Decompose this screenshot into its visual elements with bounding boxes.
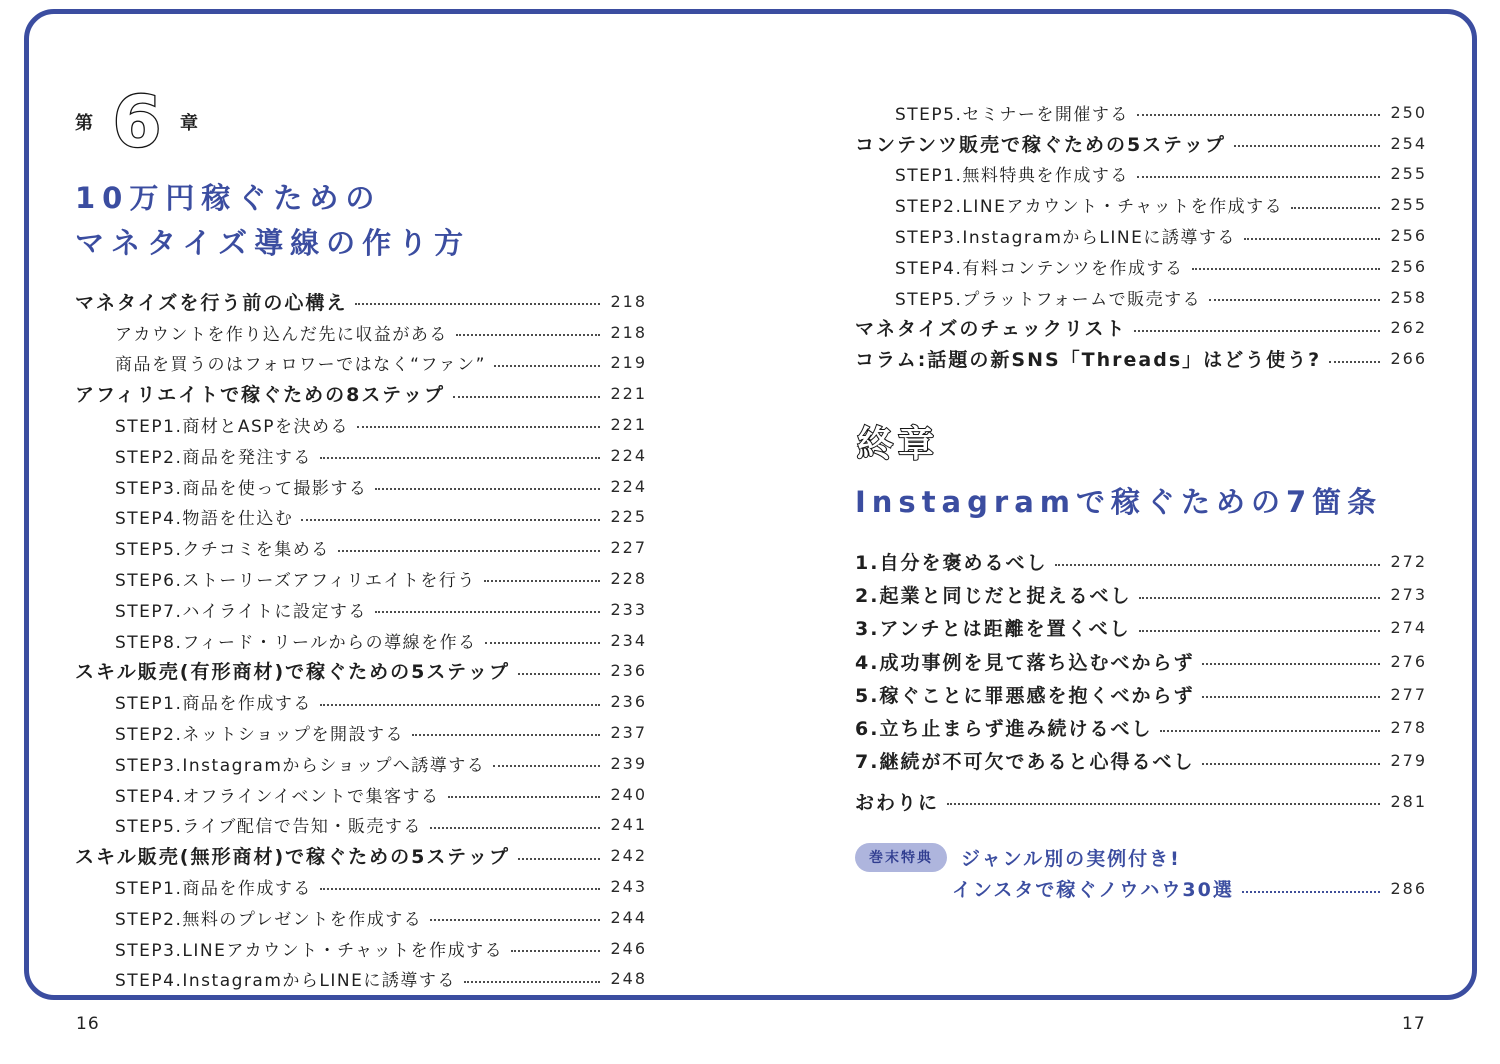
toc-entry-label: コンテンツ販売で稼ぐための5ステップ	[855, 133, 1226, 156]
chapter-number: 6	[112, 82, 162, 162]
dot-leader	[518, 858, 600, 860]
final-chapter-section	[855, 420, 1427, 777]
chapter-number-outline	[106, 82, 168, 162]
dot-leader	[1202, 696, 1380, 698]
dot-leader	[375, 488, 600, 490]
toc-entry	[75, 532, 647, 563]
toc-entry-label: 5.稼ぐことに罪悪感を抱くべからず	[855, 684, 1195, 707]
toc-page-number: 276	[1390, 651, 1427, 671]
final-chapter-label-outline	[855, 420, 995, 466]
right-toc-list	[855, 97, 1427, 374]
toc-page-number: 272	[1390, 552, 1427, 572]
appendix-page-number: 286	[1390, 879, 1427, 898]
dot-leader	[1055, 564, 1380, 566]
toc-entry	[75, 809, 647, 840]
owarini-section	[855, 786, 1427, 817]
toc-page-number: 244	[610, 907, 647, 927]
dot-leader	[355, 303, 600, 305]
toc-entry	[75, 933, 647, 964]
toc-entry	[855, 343, 1427, 374]
toc-entry-label: 3.アンチとは距離を置くべし	[855, 618, 1131, 641]
toc-entry	[75, 501, 647, 532]
dot-leader	[320, 704, 601, 706]
toc-entry-label: STEP3.LINEアカウント・チャットを作成する	[115, 940, 504, 961]
toc-page-number: 256	[1390, 226, 1427, 246]
dot-leader	[1137, 176, 1381, 178]
chapter-heading	[75, 82, 647, 162]
appendix-line1-text: ジャンル別の実例付き!	[961, 848, 1181, 870]
chapter-title	[75, 176, 647, 266]
dot-leader	[338, 550, 601, 552]
toc-entry-label: STEP3.InstagramからLINEに誘導する	[895, 228, 1236, 249]
toc-entry	[75, 440, 647, 471]
toc-page-number: 241	[610, 815, 647, 835]
toc-page-number: 243	[610, 876, 647, 896]
toc-page-number: 236	[610, 692, 647, 712]
toc-entry	[75, 840, 647, 871]
toc-page-number: 239	[610, 753, 647, 773]
dot-leader	[320, 457, 601, 459]
toc-page-number: 225	[610, 507, 647, 527]
toc-page-number: 258	[1390, 287, 1427, 307]
left-folio-page-number: 16	[76, 1014, 100, 1034]
toc-page-number: 242	[610, 846, 647, 866]
dot-leader	[357, 426, 600, 428]
left-page-column	[75, 82, 647, 994]
toc-entry-label: STEP5.セミナーを開催する	[895, 104, 1129, 125]
dot-leader	[430, 919, 600, 921]
dot-leader	[493, 765, 600, 767]
dot-leader	[1139, 597, 1380, 599]
toc-entry-label: STEP3.商品を使って撮影する	[115, 478, 368, 499]
toc-entry	[855, 313, 1427, 344]
toc-page-number: 256	[1390, 256, 1427, 276]
dot-leader	[484, 580, 601, 582]
toc-entry-label: 2.起業と同じだと捉えるべし	[855, 585, 1132, 608]
toc-page-number: 266	[1390, 349, 1427, 369]
owarini-page-number: 281	[1390, 791, 1427, 811]
toc-entry	[75, 686, 647, 717]
toc-page-number: 236	[610, 661, 647, 681]
toc-entry-label: STEP6.ストーリーズアフィリエイトを行う	[115, 570, 476, 591]
toc-entry-label: STEP2.商品を発注する	[115, 447, 312, 468]
toc-entry-label: 6.立ち止まらず進み続けるべし	[855, 718, 1153, 741]
toc-page-number: 254	[1390, 133, 1427, 153]
dot-leader	[1202, 663, 1380, 665]
final-chapter-label: 終章	[857, 424, 940, 465]
dot-leader	[1209, 299, 1380, 301]
toc-entry	[855, 744, 1427, 777]
toc-entry	[75, 655, 647, 686]
dot-leader	[1242, 891, 1381, 893]
toc-entry	[75, 779, 647, 810]
toc-entry-label: アフィリエイトで稼ぐための8ステップ	[75, 384, 445, 407]
appendix-badge: 巻末特典	[855, 843, 947, 872]
toc-entry-label: STEP2.ネットショップを開設する	[115, 724, 405, 745]
dot-leader	[1202, 763, 1380, 765]
toc-entry-label: マネタイズを行う前の心構え	[75, 291, 348, 314]
toc-entry-label: 4.成功事例を見て落ち込むべからず	[855, 651, 1195, 674]
toc-entry-label: STEP1.商品を作成する	[115, 878, 312, 899]
dot-leader	[375, 611, 601, 613]
appendix-line2-text: インスタで稼ぐノウハウ30選	[952, 879, 1234, 901]
toc-page-number: 228	[610, 568, 647, 588]
toc-entry	[75, 902, 647, 933]
toc-entry-label: STEP4.オフラインイベントで集客する	[115, 786, 440, 807]
toc-entry	[855, 282, 1427, 313]
final-chapter-title: Instagramで稼ぐための7箇条	[855, 485, 1383, 519]
dot-leader	[1291, 207, 1380, 209]
appendix-line2	[952, 873, 1427, 904]
toc-entry	[855, 159, 1427, 190]
dot-leader	[456, 334, 601, 336]
dot-leader	[1192, 268, 1381, 270]
appendix-line1	[855, 842, 1427, 873]
dot-leader	[464, 981, 601, 983]
toc-entry	[75, 409, 647, 440]
toc-entry	[855, 545, 1427, 578]
toc-page-number: 255	[1390, 195, 1427, 215]
toc-page-number: 221	[610, 384, 647, 404]
dot-leader	[494, 365, 601, 367]
dot-leader	[453, 396, 601, 398]
appendix-section	[855, 842, 1427, 904]
toc-entry-label: コラム:話題の新SNS「Threads」はどう使う?	[855, 349, 1322, 372]
dot-leader	[485, 642, 601, 644]
toc-entry	[75, 748, 647, 779]
toc-entry	[75, 625, 647, 656]
toc-page-number: 277	[1390, 684, 1427, 704]
toc-entry	[75, 563, 647, 594]
toc-page-number: 218	[610, 291, 647, 311]
dot-leader	[1160, 730, 1380, 732]
toc-page-number: 240	[610, 784, 647, 804]
toc-entry	[855, 97, 1427, 128]
toc-page-number: 262	[1390, 318, 1427, 338]
toc-entry	[75, 317, 647, 348]
toc-entry-label: STEP4.物語を仕込む	[115, 509, 294, 530]
dot-leader	[1234, 145, 1381, 147]
toc-entry-label: 1.自分を褒めるべし	[855, 552, 1048, 575]
dot-leader	[320, 888, 601, 890]
toc-page-number: 233	[610, 599, 647, 619]
toc-entry	[855, 645, 1427, 678]
dot-leader	[1137, 114, 1381, 116]
left-toc-list	[75, 286, 647, 994]
toc-entry-label: マネタイズのチェックリスト	[855, 318, 1127, 341]
chapter-title-line1: 10万円稼ぐための	[75, 181, 382, 215]
toc-page-number: 273	[1390, 585, 1427, 605]
toc-entry	[75, 594, 647, 625]
owarini-label: おわりに	[855, 791, 940, 814]
toc-entry-label: スキル販売(無形商材)で稼ぐための5ステップ	[75, 846, 511, 869]
dot-leader	[947, 803, 1380, 805]
toc-entry-label: STEP5.プラットフォームで販売する	[895, 289, 1202, 310]
toc-page-number: 227	[610, 538, 647, 558]
toc-entry-label: 商品を買うのはフォロワーではなく“ファン”	[115, 355, 486, 376]
toc-page-number: 255	[1390, 164, 1427, 184]
toc-entry-label: STEP2.無料のプレゼントを作成する	[115, 909, 423, 930]
toc-page-number: 250	[1390, 102, 1427, 122]
toc-entry	[855, 678, 1427, 711]
toc-entry	[75, 963, 647, 994]
toc-entry	[75, 717, 647, 748]
toc-entry	[855, 128, 1427, 159]
toc-entry	[75, 471, 647, 502]
chapter-title-line2: マネタイズ導線の作り方	[75, 225, 471, 260]
toc-page-number: 221	[610, 414, 647, 434]
toc-entry-label: STEP1.商品を作成する	[115, 694, 312, 715]
dot-leader	[301, 519, 600, 521]
seven-rules-list	[855, 545, 1427, 777]
toc-page-number: 237	[610, 722, 647, 742]
toc-entry-label: スキル販売(有形商材)で稼ぐための5ステップ	[75, 661, 511, 684]
toc-entry-label: STEP8.フィード・リールからの導線を作る	[115, 632, 477, 653]
toc-page-number: 274	[1390, 618, 1427, 638]
toc-entry-label: STEP5.クチコミを集める	[115, 540, 330, 561]
dot-leader	[1134, 330, 1380, 332]
toc-page-number: 224	[610, 476, 647, 496]
dot-leader	[448, 796, 601, 798]
toc-entry-label: STEP2.LINEアカウント・チャットを作成する	[895, 197, 1284, 218]
toc-entry	[855, 611, 1427, 644]
toc-entry-label: STEP7.ハイライトに設定する	[115, 601, 367, 622]
dot-leader	[412, 734, 600, 736]
toc-entry	[855, 578, 1427, 611]
toc-entry-label: STEP1.商材とASPを決める	[115, 416, 350, 437]
toc-entry	[855, 220, 1427, 251]
toc-entry-label: STEP4.有料コンテンツを作成する	[895, 258, 1184, 279]
dot-leader	[430, 827, 601, 829]
toc-page-number: 246	[610, 938, 647, 958]
toc-entry-label: STEP3.Instagramからショップへ誘導する	[115, 755, 486, 776]
toc-entry-label: アカウントを作り込んだ先に収益がある	[115, 324, 448, 345]
toc-entry	[75, 286, 647, 317]
toc-entry-label: STEP4.InstagramからLINEに誘導する	[115, 971, 456, 992]
toc-entry	[75, 871, 647, 902]
toc-entry	[855, 711, 1427, 744]
toc-page-number: 234	[610, 630, 647, 650]
toc-entry	[75, 378, 647, 409]
toc-entry	[855, 189, 1427, 220]
toc-entry	[855, 251, 1427, 282]
toc-page-number: 218	[610, 322, 647, 342]
toc-page-number: 278	[1390, 718, 1427, 738]
dot-leader	[511, 950, 600, 952]
toc-page-number: 279	[1390, 751, 1427, 771]
dot-leader	[1244, 238, 1381, 240]
toc-entry-label: 7.継続が不可欠であると心得るべし	[855, 751, 1195, 774]
right-folio-page-number: 17	[1402, 1014, 1426, 1034]
toc-page-number: 248	[610, 969, 647, 989]
toc-page-number: 219	[610, 353, 647, 373]
dot-leader	[1139, 630, 1381, 632]
chapter-suffix: 章	[180, 113, 199, 134]
dot-leader	[1329, 361, 1380, 363]
toc-entry	[855, 786, 1427, 817]
toc-page-number: 224	[610, 445, 647, 465]
toc-entry-label: STEP5.ライブ配信で告知・販売する	[115, 817, 422, 838]
chapter-prefix: 第	[75, 113, 94, 134]
toc-entry-label: STEP1.無料特典を作成する	[895, 166, 1129, 187]
dot-leader	[518, 673, 600, 675]
toc-entry	[75, 347, 647, 378]
